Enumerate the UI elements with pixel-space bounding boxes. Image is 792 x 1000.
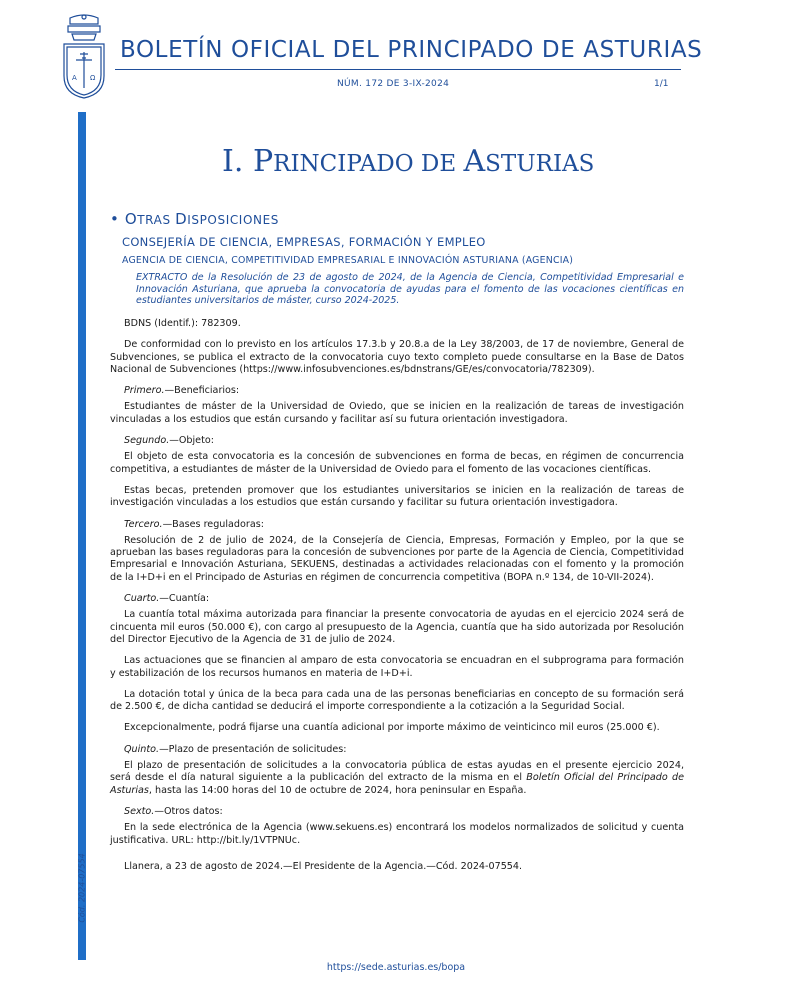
svg-text:A: A	[72, 74, 77, 82]
gazette-title: BOLETÍN OFICIAL DEL PRINCIPADO DE ASTURIAS	[120, 37, 703, 63]
heading-objeto: Segundo.—Objeto:	[124, 435, 214, 447]
paragraph-objeto-1: El objeto de esta convocatoria es la concesión de subvenciones en forma de becas, en régimen de concurrencia competitiva, a estudiantes de máster de la Universidad de Oviedo para el fomento de las vocaciones científicas.	[110, 451, 684, 475]
signature-line: Llanera, a 23 de agosto de 2024.—El Presidente de la Agencia.—Cód. 2024-07554.	[124, 860, 523, 872]
paragraph-objeto-2: Estas becas, pretenden promover que los estudiantes universitarios se inicien en la realización de tareas de investigación vinculadas a los estudios que están cursando y facilitar su futura orientación investigadora.	[110, 484, 684, 509]
coat-of-arms-logo	[60, 14, 108, 100]
sidebar-bar	[78, 112, 86, 960]
section-title: I. PRINCIPADO DE ASTURIAS	[222, 144, 595, 179]
paragraph-bases: Resolución de 2 de julio de 2024, de la Consejería de Ciencia, Empresas, Formación y Empleo, por la que se aprueban las bases reguladoras para la concesión de subvenciones por parte de la Agencia de Ciencia, Competitividad Empresarial e Innovación Asturiana, SEKUENS, destinadas a actividades relacionadas con el fomento y la promoción de la I+D+i en el Principado de Asturias en régimen de concurrencia competitiva (BOPA n.º 134, de 10-VII-2024).	[110, 534, 684, 583]
heading-otros: Sexto.—Otros datos:	[124, 805, 223, 817]
paragraph-cuantia-1: La cuantía total máxima autorizada para financiar la presente convocatoria de ayudas en el ejercicio 2024 será de cincuenta mil euros (50.000 €), con cargo al presupuesto de la Agencia, cuantía que ha sido autorizada por Resolución del Director Ejecutivo de la Agencia de 31 de julio de 2024.	[110, 609, 684, 645]
bdns-id: BDNS (Identif.): 782309.	[124, 318, 241, 329]
heading-bases: Tercero.—Bases reguladoras:	[124, 518, 264, 530]
paragraph-cuantia-3: La dotación total y única de la beca para cada una de las personas beneficiarias en concepto de su formación será de 2.500 €, de dicha cantidad se deducirá el importe correspondiente a la cotización a la Seguridad Social.	[110, 688, 684, 713]
side-code: Cód. 2024-07554	[77, 853, 87, 923]
heading-beneficiarios: Primero.—Beneficiarios:	[124, 385, 240, 397]
header-divider	[115, 69, 681, 70]
paragraph-beneficiarios: Estudiantes de máster de la Universidad de Oviedo, que se inicien en la realización de tareas de investigación vinculadas a los estudios que están cursando y facilitar así su futura orientación investigadora.	[110, 401, 684, 425]
svg-text:Ω: Ω	[90, 74, 96, 82]
paragraph-plazo: El plazo de presentación de solicitudes a la convocatoria pública de estas ayudas en el presente ejercicio 2024, será desde el día natural siguiente a la publicación del extracto de la misma en el Boletín Oficial del Principado de Asturias, hasta las 14:00 horas del 10 de octubre de 2024, hora peninsular en España.	[110, 760, 685, 796]
page-number: 1/1	[654, 79, 669, 89]
paragraph-otros: En la sede electrónica de la Agencia (www.sekuens.es) encontrará los modelos normalizados de solicitud y cuenta justificativa. URL: http://bit.ly/1VTPNUc.	[110, 822, 684, 846]
heading-plazo: Quinto.—Plazo de presentación de solicitudes:	[124, 743, 347, 755]
subsection-title: • OTRAS DISPOSICIONES	[110, 210, 279, 228]
agency-name: AGENCIA DE CIENCIA, COMPETITIVIDAD EMPRESARIAL E INNOVACIÓN ASTURIANA (AGENCIA)	[122, 255, 574, 266]
extract-summary: EXTRACTO de la Resolución de 23 de agosto de 2024, de la Agencia de Ciencia, Competitividad Empresarial e Innovación Asturiana, que aprueba la convocatoria de ayudas para el fomento de las vocaciones científicas en estudiantes universitarios de máster, curso 2024-2025.	[136, 272, 684, 306]
intro-paragraph: De conformidad con lo previsto en los artículos 17.3.b y 20.8.a de la Ley 38/2003, de 17 de noviembre, General de Subvenciones, se publica el extracto de la convocatoria cuyo texto completo puede consultarse en la Base de Datos Nacional de Subvenciones (https://www.infosubvenciones.es/bdnstrans/GE/es/convocatoria/782309).	[110, 339, 684, 375]
issue-number: NÚM. 172 DE 3-IX-2024	[337, 79, 450, 89]
paragraph-cuantia-4: Excepcionalmente, podrá fijarse una cuantía adicional por importe máximo de veinticinco mil euros (25.000 €).	[124, 722, 660, 734]
footer-link[interactable]: https://sede.asturias.es/bopa	[326, 962, 466, 973]
department-name: CONSEJERÍA DE CIENCIA, EMPRESAS, FORMACIÓN Y EMPLEO	[122, 235, 486, 249]
heading-cuantia: Cuarto.—Cuantía:	[124, 593, 210, 605]
paragraph-cuantia-2: Las actuaciones que se financien al amparo de esta convocatoria se encuadran en el subprograma para formación y estabilización de los recursos humanos en materia de I+D+i.	[110, 655, 684, 679]
document-body	[110, 318, 684, 882]
